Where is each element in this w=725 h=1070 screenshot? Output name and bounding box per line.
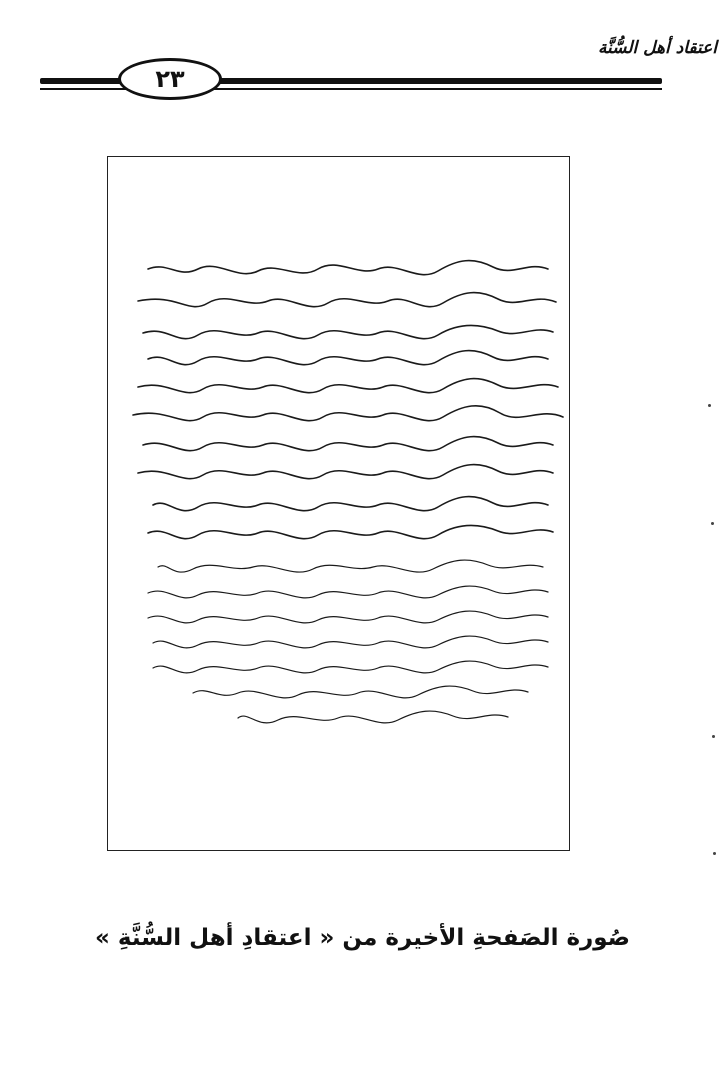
page-number: ٢٣ (155, 65, 185, 93)
figure-caption: صُورة الصَفحةِ الأخيرة من « اعتقادِ أهل السُّنَّةِ » (95, 925, 630, 951)
margin-dot (711, 522, 714, 525)
margin-dot (713, 852, 716, 855)
handwritten-text-upper (108, 247, 568, 547)
header-book-title: اعتقاد أهل السُّنَّة (597, 38, 717, 58)
handwritten-text-lower (108, 547, 568, 727)
margin-dot (712, 735, 715, 738)
manuscript-image (107, 156, 570, 851)
margin-dot (708, 404, 711, 407)
page-number-oval (118, 58, 222, 100)
